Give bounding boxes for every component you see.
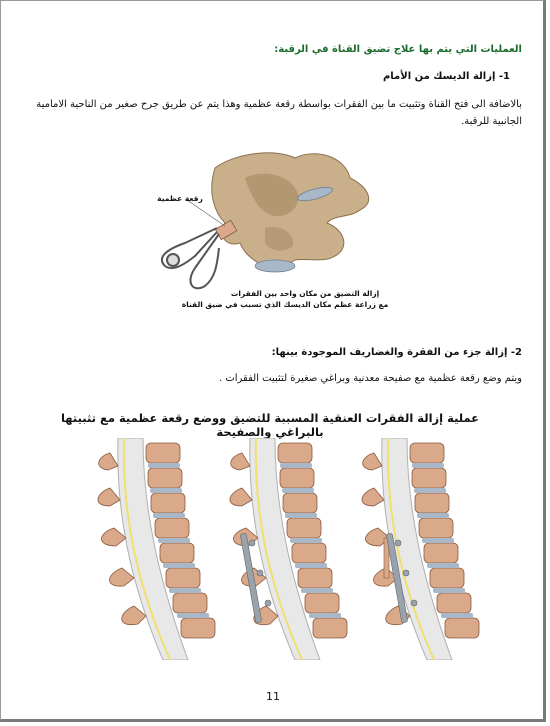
spine-panel-1 (98, 438, 215, 660)
bone-graft-label: رقعة عظمية (157, 194, 203, 203)
disc-shape (255, 260, 295, 272)
figure1-caption-line2: مع زراعة عظم مكان الديسك الذي تسبب في ضيق القناة (181, 300, 389, 309)
spine-illustration (88, 438, 488, 660)
forceps-illustration (162, 228, 219, 288)
figure2-title: عملية إزالة الفقرات العنقية المسببة للتضيق ووضع رقعة عظمية مع تثبيتها بالبراغي والصفيحة (60, 411, 480, 439)
figure1-caption-line1: إزالة التضيق من مكان واحد بين الفقرات (230, 289, 380, 298)
item1-heading: 1- إزالة الديسك من الأمام (382, 71, 510, 82)
item2-paragraph: ويتم وضع رقعة عظمية مع صفيحة معدنية وبراغي صغيرة لتثبيت الفقرات . (218, 373, 522, 384)
section-heading: العمليات التي يتم بها علاج تضيق القناة في الرقبة: (274, 44, 522, 55)
page-number: 11 (266, 690, 280, 703)
spine-panel-3 (362, 438, 479, 660)
item1-paragraph: بالاضافة الى فتح القناة وتثبيت ما بين الفقرات بواسطة رقعة عظمية وهذا يتم عن طريق جرح صغير من الناحية الامامية الجانبية للرقبة. (36, 99, 522, 127)
item2-heading: 2- إزالة جزء من الفقرة والغضاريف الموجودة بينها: (271, 347, 522, 358)
